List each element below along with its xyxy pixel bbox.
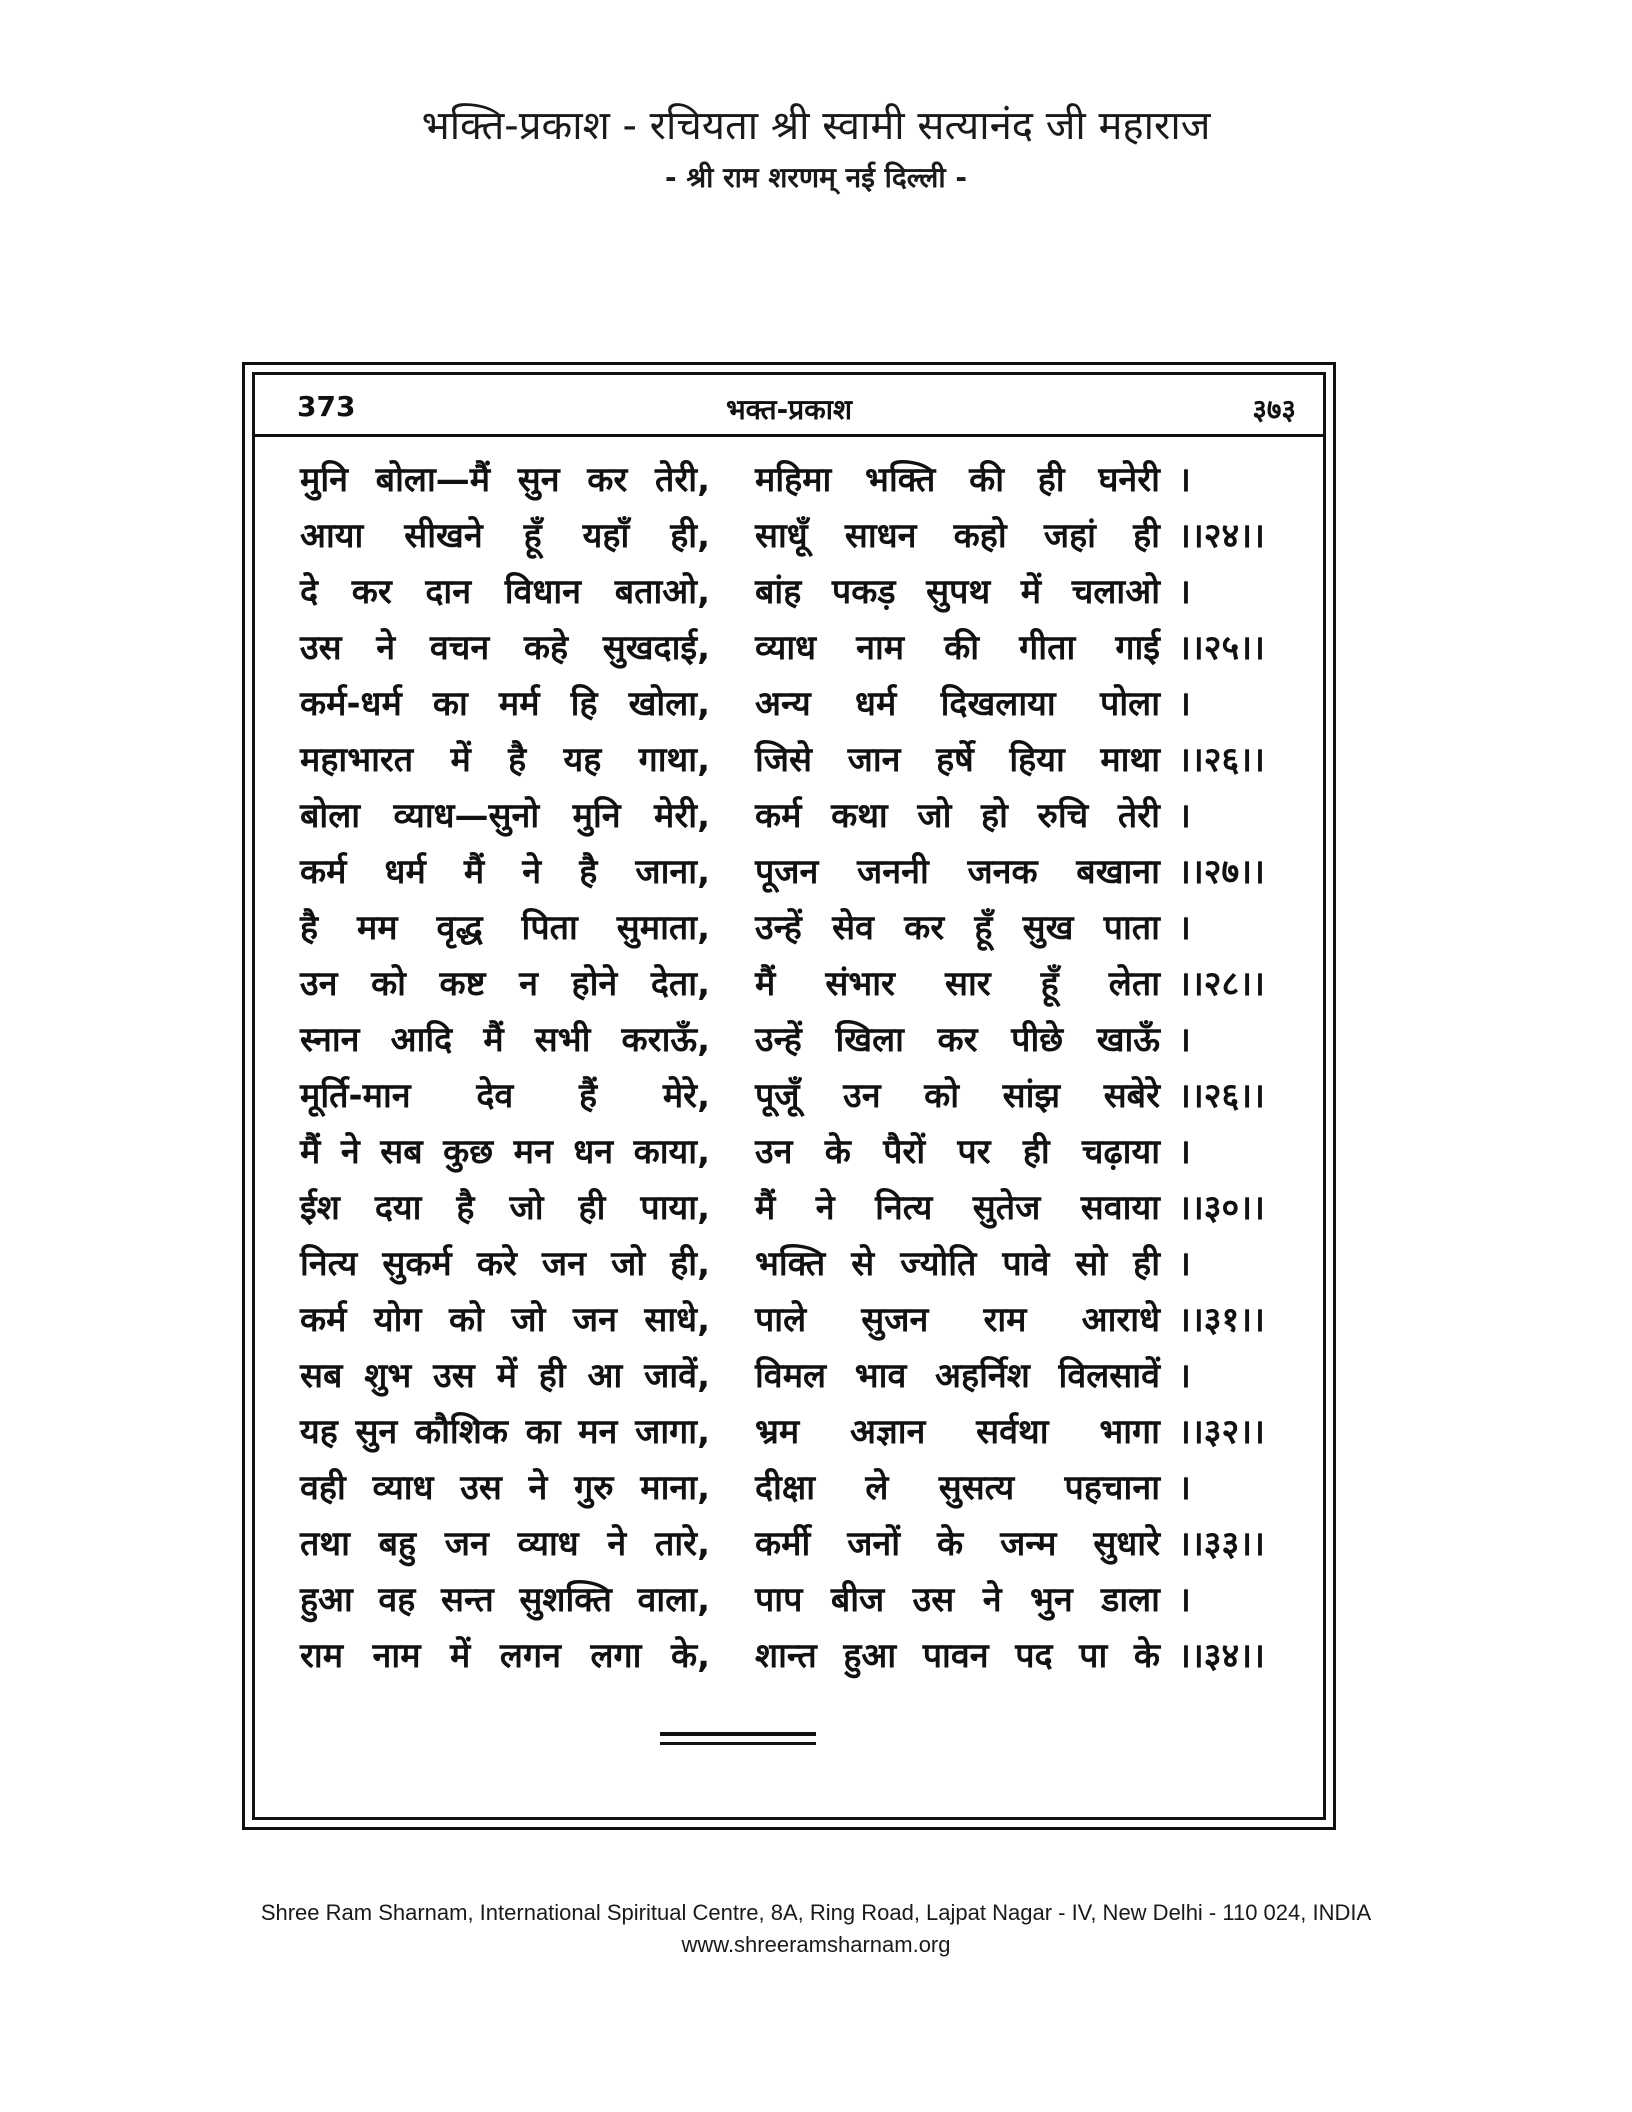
verse-number: ।।२६।। — [1178, 1076, 1265, 1116]
verse-line — [0, 1572, 1632, 1628]
verse-number: । — [1178, 1356, 1191, 1396]
verse-first-half: स्नान आदि मैं सभी कराऊँ, — [300, 1020, 710, 1060]
verse-first-half: है मम वृद्ध पिता सुमाता, — [300, 908, 710, 948]
verse-line — [0, 844, 1632, 900]
verse-second-half: मैं ने नित्य सुतेज सवाया — [755, 1188, 1160, 1228]
verse-first-half: राम नाम में लगन लगा के, — [300, 1636, 710, 1676]
verse-second-half: साधूँ साधन कहो जहां ही — [755, 516, 1160, 556]
verse-line — [0, 676, 1632, 732]
verse-number: । — [1178, 684, 1191, 724]
verse-number: । — [1178, 796, 1191, 836]
verse-second-half: भ्रम अज्ञान सर्वथा भागा — [755, 1412, 1160, 1452]
end-divider — [660, 1732, 816, 1736]
verse-first-half: सब शुभ उस में ही आ जावें, — [300, 1356, 710, 1396]
verse-line — [0, 1348, 1632, 1404]
verse-line — [0, 1516, 1632, 1572]
verse-number: । — [1178, 1580, 1191, 1620]
verse-line — [0, 620, 1632, 676]
verse-second-half: दीक्षा ले सुसत्य पहचाना — [755, 1468, 1160, 1508]
verse-second-half: उन्हें खिला कर पीछे खाऊँ — [755, 1020, 1160, 1060]
verse-number: । — [1178, 908, 1191, 948]
verse-line — [0, 1404, 1632, 1460]
verse-number: ।।२५।। — [1178, 628, 1265, 668]
verse-first-half: वही व्याध उस ने गुरु माना, — [300, 1468, 710, 1508]
verse-number: ।।३४।। — [1178, 1636, 1265, 1676]
verse-second-half: कर्मी जनों के जन्म सुधारे — [755, 1524, 1160, 1564]
verse-number: ।।३२।। — [1178, 1412, 1265, 1452]
verse-line — [0, 1236, 1632, 1292]
verse-first-half: ईश दया है जो ही पाया, — [300, 1188, 710, 1228]
verse-number: ।।२४।। — [1178, 516, 1265, 556]
verse-second-half: पाले सुजन राम आराधे — [755, 1300, 1160, 1340]
verse-line — [0, 508, 1632, 564]
verse-first-half: कर्म धर्म मैं ने है जाना, — [300, 852, 710, 892]
footer-website: www.shreeramsharnam.org — [681, 1932, 951, 1957]
page-number-devanagari: ३७३ — [1252, 393, 1296, 426]
verse-line — [0, 452, 1632, 508]
verse-first-half: मूर्ति-मान देव हैं मेरे, — [300, 1076, 710, 1116]
verse-number: । — [1178, 1132, 1191, 1172]
verse-line — [0, 1124, 1632, 1180]
verse-second-half: उन के पैरों पर ही चढ़ाया — [755, 1132, 1160, 1172]
verse-first-half: यह सुन कौशिक का मन जागा, — [300, 1412, 710, 1452]
verse-first-half: मुनि बोला—मैं सुन कर तेरी, — [300, 460, 710, 500]
verse-line — [0, 1292, 1632, 1348]
verse-second-half: पूजन जननी जनक बखाना — [755, 852, 1160, 892]
verse-second-half: शान्त हुआ पावन पद पा के — [755, 1636, 1160, 1676]
verse-line — [0, 1628, 1632, 1684]
verse-number: ।।२६।। — [1178, 740, 1265, 780]
verse-first-half: बोला व्याध—सुनो मुनि मेरी, — [300, 796, 710, 836]
header-divider — [252, 434, 1326, 437]
verse-first-half: तथा बहु जन व्याध ने तारे, — [300, 1524, 710, 1564]
verse-number: । — [1178, 1020, 1191, 1060]
verse-number: । — [1178, 572, 1191, 612]
end-divider-secondary — [660, 1742, 816, 1745]
verse-line — [0, 1012, 1632, 1068]
verse-first-half: मैं ने सब कुछ मन धन काया, — [300, 1132, 710, 1172]
verse-first-half: कर्म-धर्म का मर्म हि खोला, — [300, 684, 710, 724]
verse-second-half: महिमा भक्ति की ही घनेरी — [755, 460, 1160, 500]
verse-first-half: नित्य सुकर्म करे जन जो ही, — [300, 1244, 710, 1284]
verse-number: ।।२७।। — [1178, 852, 1265, 892]
page-title: भक्त-प्रकाश — [725, 393, 852, 426]
verse-line — [0, 788, 1632, 844]
verse-line — [0, 1460, 1632, 1516]
document-title: भक्ति-प्रकाश - रचियता श्री स्वामी सत्यानंद जी महाराज — [421, 103, 1211, 149]
verse-second-half: भक्ति से ज्योति पावे सो ही — [755, 1244, 1160, 1284]
verse-first-half: उन को कष्ट न होने देता, — [300, 964, 710, 1004]
page-number-arabic: 373 — [297, 390, 356, 423]
verse-line — [0, 900, 1632, 956]
document-subtitle: - श्री राम शरणम् नई दिल्ली - — [664, 161, 967, 194]
verse-number: ।।३१।। — [1178, 1300, 1265, 1340]
verse-number: । — [1178, 460, 1191, 500]
verse-second-half: जिसे जान हर्षे हिया माथा — [755, 740, 1160, 780]
verse-first-half: दे कर दान विधान बताओ, — [300, 572, 710, 612]
verse-line — [0, 1180, 1632, 1236]
verse-first-half: उस ने वचन कहे सुखदाई, — [300, 628, 710, 668]
verse-second-half: कर्म कथा जो हो रुचि तेरी — [755, 796, 1160, 836]
verse-number: । — [1178, 1468, 1191, 1508]
verse-second-half: व्याध नाम की गीता गाई — [755, 628, 1160, 668]
footer-address: Shree Ram Sharnam, International Spiritual Centre, 8A, Ring Road, Lajpat Nagar - IV, New Delhi - 110 024, INDIA — [260, 1900, 1372, 1925]
verse-second-half: उन्हें सेव कर हूँ सुख पाता — [755, 908, 1160, 948]
verse-line — [0, 732, 1632, 788]
verse-line — [0, 1068, 1632, 1124]
verse-number: । — [1178, 1244, 1191, 1284]
page-header — [252, 380, 1326, 440]
verse-first-half: कर्म योग को जो जन साधे, — [300, 1300, 710, 1340]
verse-number: ।।२८।। — [1178, 964, 1265, 1004]
verse-second-half: पाप बीज उस ने भुन डाला — [755, 1580, 1160, 1620]
verse-line — [0, 564, 1632, 620]
verse-second-half: बांह पकड़ सुपथ में चलाओ — [755, 572, 1160, 612]
verse-second-half: विमल भाव अहर्निश विलसावें — [755, 1356, 1160, 1396]
verse-second-half: पूजूँ उन को सांझ सबेरे — [755, 1076, 1160, 1116]
verse-number: ।।३०।। — [1178, 1188, 1265, 1228]
verse-first-half: आया सीखने हूँ यहाँ ही, — [300, 516, 710, 556]
verse-second-half: अन्य धर्म दिखलाया पोला — [755, 684, 1160, 724]
verse-second-half: मैं संभार सार हूँ लेता — [755, 964, 1160, 1004]
verse-number: ।।३३।। — [1178, 1524, 1265, 1564]
verse-first-half: हुआ वह सन्त सुशक्ति वाला, — [300, 1580, 710, 1620]
verse-first-half: महाभारत में है यह गाथा, — [300, 740, 710, 780]
verse-line — [0, 956, 1632, 1012]
